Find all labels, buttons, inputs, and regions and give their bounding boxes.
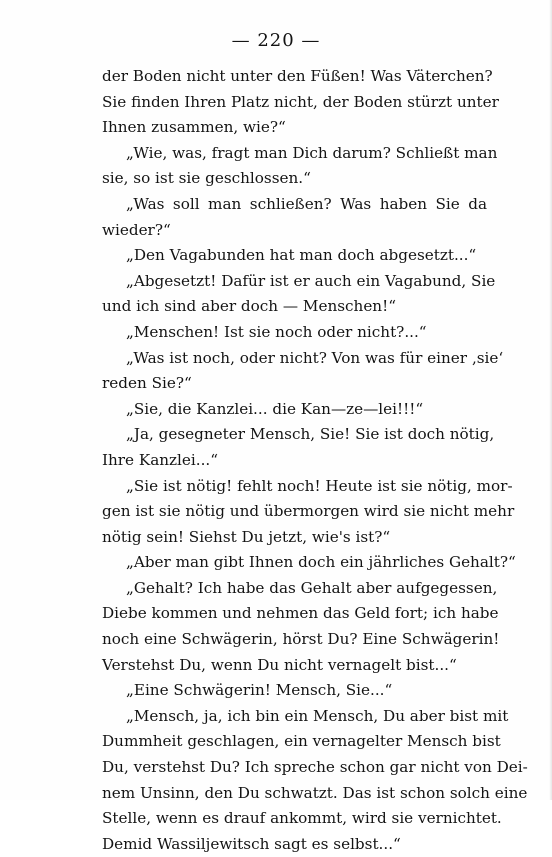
text-line: „Abgesetzt! Dafür ist er auch ein Vagabund, Sie: [126, 271, 496, 290]
text-line: reden Sie?“: [102, 374, 192, 393]
text-line: der Boden nicht unter den Füßen! Was Väterchen?: [102, 67, 493, 85]
text-line: Dummheit geschlagen, ein vernagelter Mensch bist: [102, 732, 501, 751]
text-line: Ihnen zusammen, wie?“: [102, 118, 286, 137]
text-line: „Wie, was, fragt man Dich darum? Schließt man: [126, 143, 498, 162]
text-line: „Sie, die Kanzlei... die Kan—ze—lei!!!“: [126, 399, 424, 418]
text-line: Demid Wassiljewitsch sagt es selbst...“: [102, 834, 401, 853]
text-line: „Eine Schwägerin! Mensch, Sie...“: [126, 681, 393, 700]
text-line: nem Unsinn, den Du schwatzt. Das ist schon solch eine: [102, 783, 528, 802]
text-line: „Gehalt? Ich habe das Gehalt aber aufgegessen,: [126, 578, 498, 597]
text-line: „Mensch, ja, ich bin ein Mensch, Du aber bist mit: [126, 706, 509, 725]
text-line: nötig sein! Siehst Du jetzt, wie's ist?“: [102, 527, 391, 546]
text-line: Verstehst Du, wenn Du nicht vernagelt bist...“: [102, 655, 457, 674]
text-line: Stelle, wenn es drauf ankommt, wird sie vernichtet.: [102, 809, 502, 828]
text-line: „Menschen! Ist sie noch oder nicht?...“: [126, 322, 427, 341]
text-line: wieder?“: [102, 220, 171, 239]
text-line: „Was ist noch, oder nicht? Von was für einer ‚sie‘: [126, 348, 504, 367]
text-line: „Aber man gibt Ihnen doch ein jährliches Gehalt?“: [126, 553, 516, 572]
text-line: „Ja, gesegneter Mensch, Sie! Sie ist doch nötig,: [126, 425, 495, 444]
text-line: Sie finden Ihren Platz nicht, der Boden stürzt unter: [102, 92, 499, 111]
text-line: Diebe kommen und nehmen das Geld fort; ich habe: [102, 604, 499, 623]
text-line: gen ist sie nötig und übermorgen wird sie nicht mehr: [102, 502, 515, 521]
text-line: Du, verstehst Du? Ich spreche schon gar nicht von Dei-: [102, 758, 528, 777]
text-line: „Sie ist nötig! fehlt noch! Heute ist sie nötig, mor-: [126, 476, 513, 495]
text-line: sie, so ist sie geschlossen.“: [102, 169, 311, 188]
text-line: „Den Vagabunden hat man doch abgesetzt...“: [126, 246, 477, 265]
text-line: noch eine Schwägerin, hörst Du? Eine Schwägerin!: [102, 630, 500, 649]
text-line: und ich sind aber doch — Menschen!“: [102, 297, 396, 316]
body-text: [102, 64, 528, 857]
text-line: Ihre Kanzlei...“: [102, 450, 218, 469]
text-line: „Was soll man schließen? Was haben Sie da: [126, 194, 487, 213]
page-number: — 220 —: [231, 30, 321, 51]
